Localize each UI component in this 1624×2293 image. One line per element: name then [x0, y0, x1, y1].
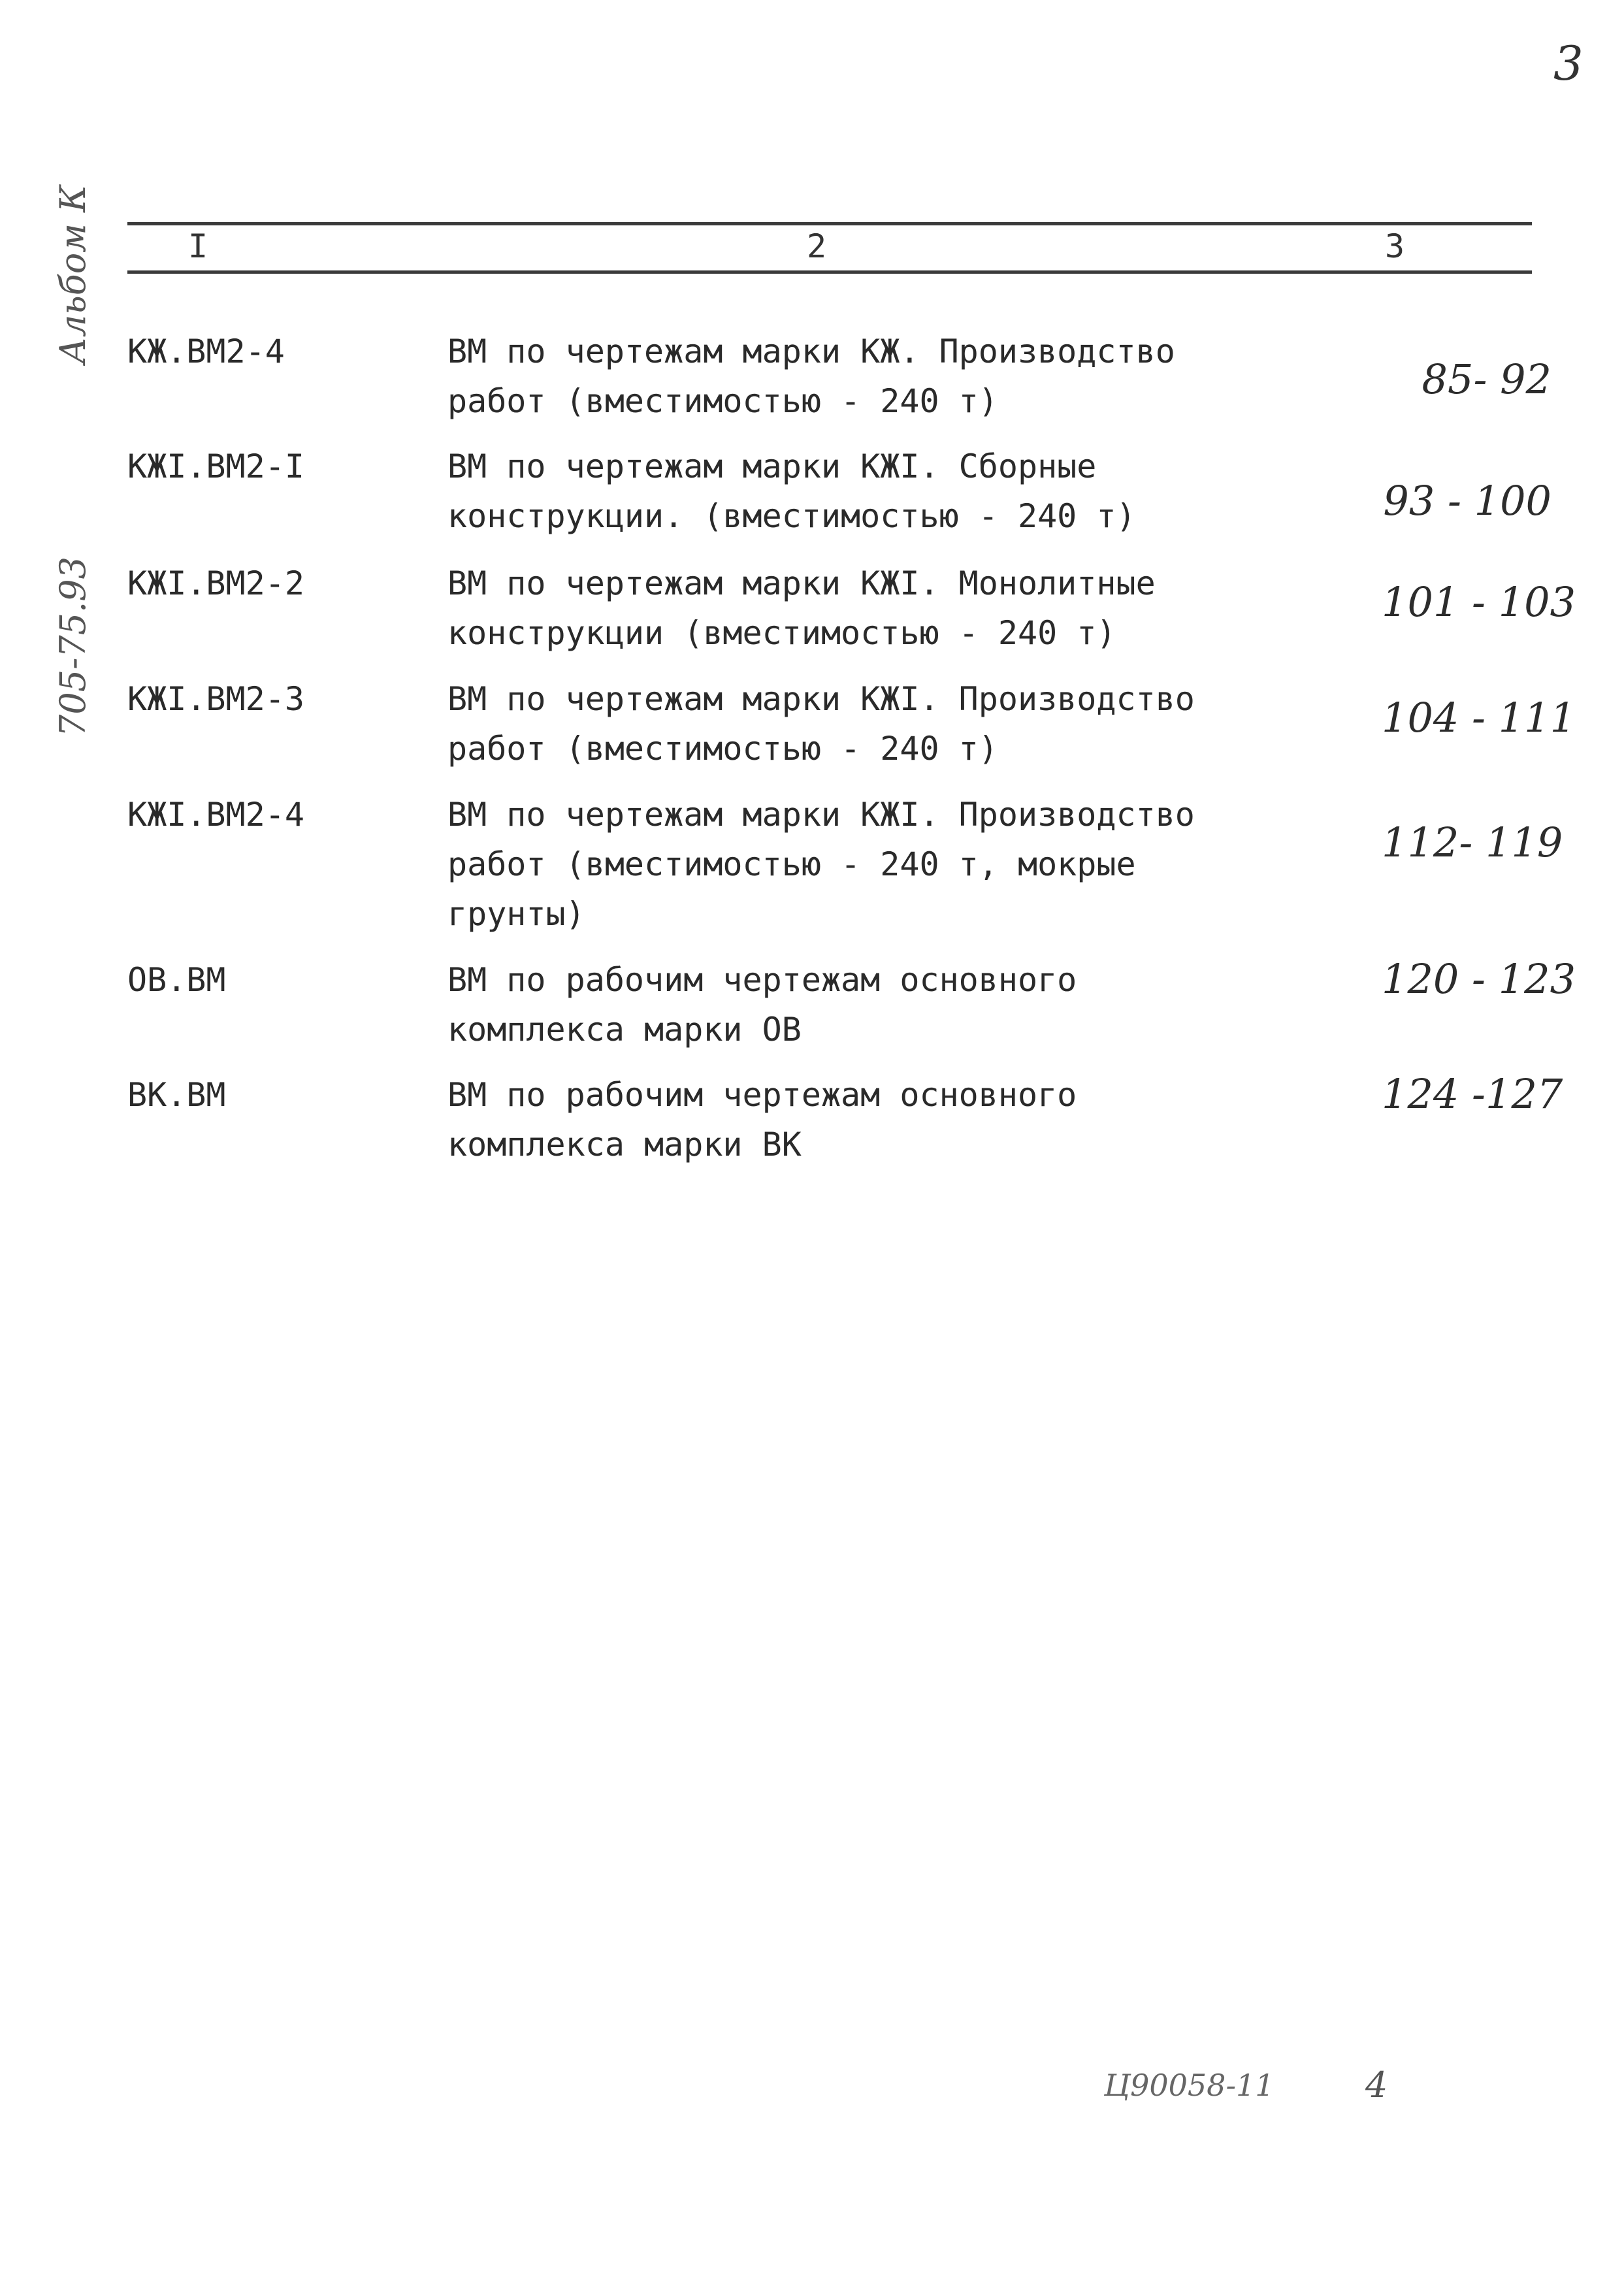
- row-description-line: ВМ по чертежам марки КЖ. Производство: [447, 333, 1175, 370]
- margin-note-album: Альбом К: [52, 185, 93, 364]
- column-header-2: 2: [807, 227, 827, 265]
- row-description: [447, 790, 1362, 939]
- row-code: КЖI.ВМ2-3: [127, 680, 304, 718]
- page-number: 3: [1553, 36, 1583, 91]
- row-code: КЖI.ВМ2-2: [127, 564, 304, 602]
- row-description-line: ВМ по чертежам марки КЖI. Производство: [447, 796, 1195, 834]
- row-description-line: ВМ по чертежам марки КЖI. Производство: [447, 680, 1195, 718]
- row-description-line: ВМ по рабочим чертежам основного: [447, 1076, 1077, 1114]
- row-pages: 124 -127: [1382, 1070, 1563, 1118]
- row-description-line: ВМ по рабочим чертежам основного: [447, 961, 1077, 999]
- row-code: ОВ.ВМ: [127, 961, 226, 999]
- column-header-1: I: [188, 227, 208, 265]
- row-description-line: комплекса марки ВК: [447, 1126, 802, 1163]
- row-description: [447, 559, 1362, 658]
- row-pages: 101 - 103: [1382, 578, 1576, 626]
- row-description-line: работ (вместимостью - 240 т): [447, 730, 998, 768]
- row-pages: 104 - 111: [1382, 694, 1576, 741]
- footer-mark: 4: [1365, 2064, 1388, 2106]
- row-pages: 120 - 123: [1382, 955, 1576, 1003]
- margin-note-number: 705-75.93: [52, 557, 93, 737]
- row-description: [447, 674, 1362, 773]
- row-description-line: ВМ по чертежам марки КЖI. Монолитные: [447, 564, 1156, 602]
- row-code: ВК.ВМ: [127, 1076, 226, 1114]
- row-description-line: работ (вместимостью - 240 т): [447, 382, 998, 420]
- row-description-line: конструкции (вместимостью - 240 т): [447, 614, 1116, 652]
- row-code: КЖ.ВМ2-4: [127, 333, 285, 370]
- row-code: КЖI.ВМ2-4: [127, 796, 304, 834]
- row-code: КЖI.ВМ2-I: [127, 447, 304, 485]
- row-description-line: комплекса марки ОВ: [447, 1011, 802, 1049]
- table-top-rule: [127, 222, 1532, 225]
- column-header-3: 3: [1385, 227, 1405, 265]
- row-pages: 85- 92: [1421, 355, 1551, 403]
- row-description-line: грунты): [447, 895, 585, 933]
- row-description-line: ВМ по чертежам марки КЖI. Сборные: [447, 447, 1097, 485]
- row-pages: 93 - 100: [1383, 477, 1551, 525]
- row-description: [447, 327, 1362, 426]
- footer-code: Ц90058-11: [1104, 2068, 1275, 2103]
- row-description: [447, 1070, 1362, 1169]
- row-description-line: работ (вместимостью - 240 т, мокрые: [447, 845, 1136, 883]
- row-description: [447, 442, 1362, 541]
- table-header-rule: [127, 270, 1532, 274]
- row-description-line: конструкции. (вместимостью - 240 т): [447, 497, 1136, 535]
- row-description: [447, 955, 1362, 1054]
- row-pages: 112- 119: [1382, 819, 1563, 866]
